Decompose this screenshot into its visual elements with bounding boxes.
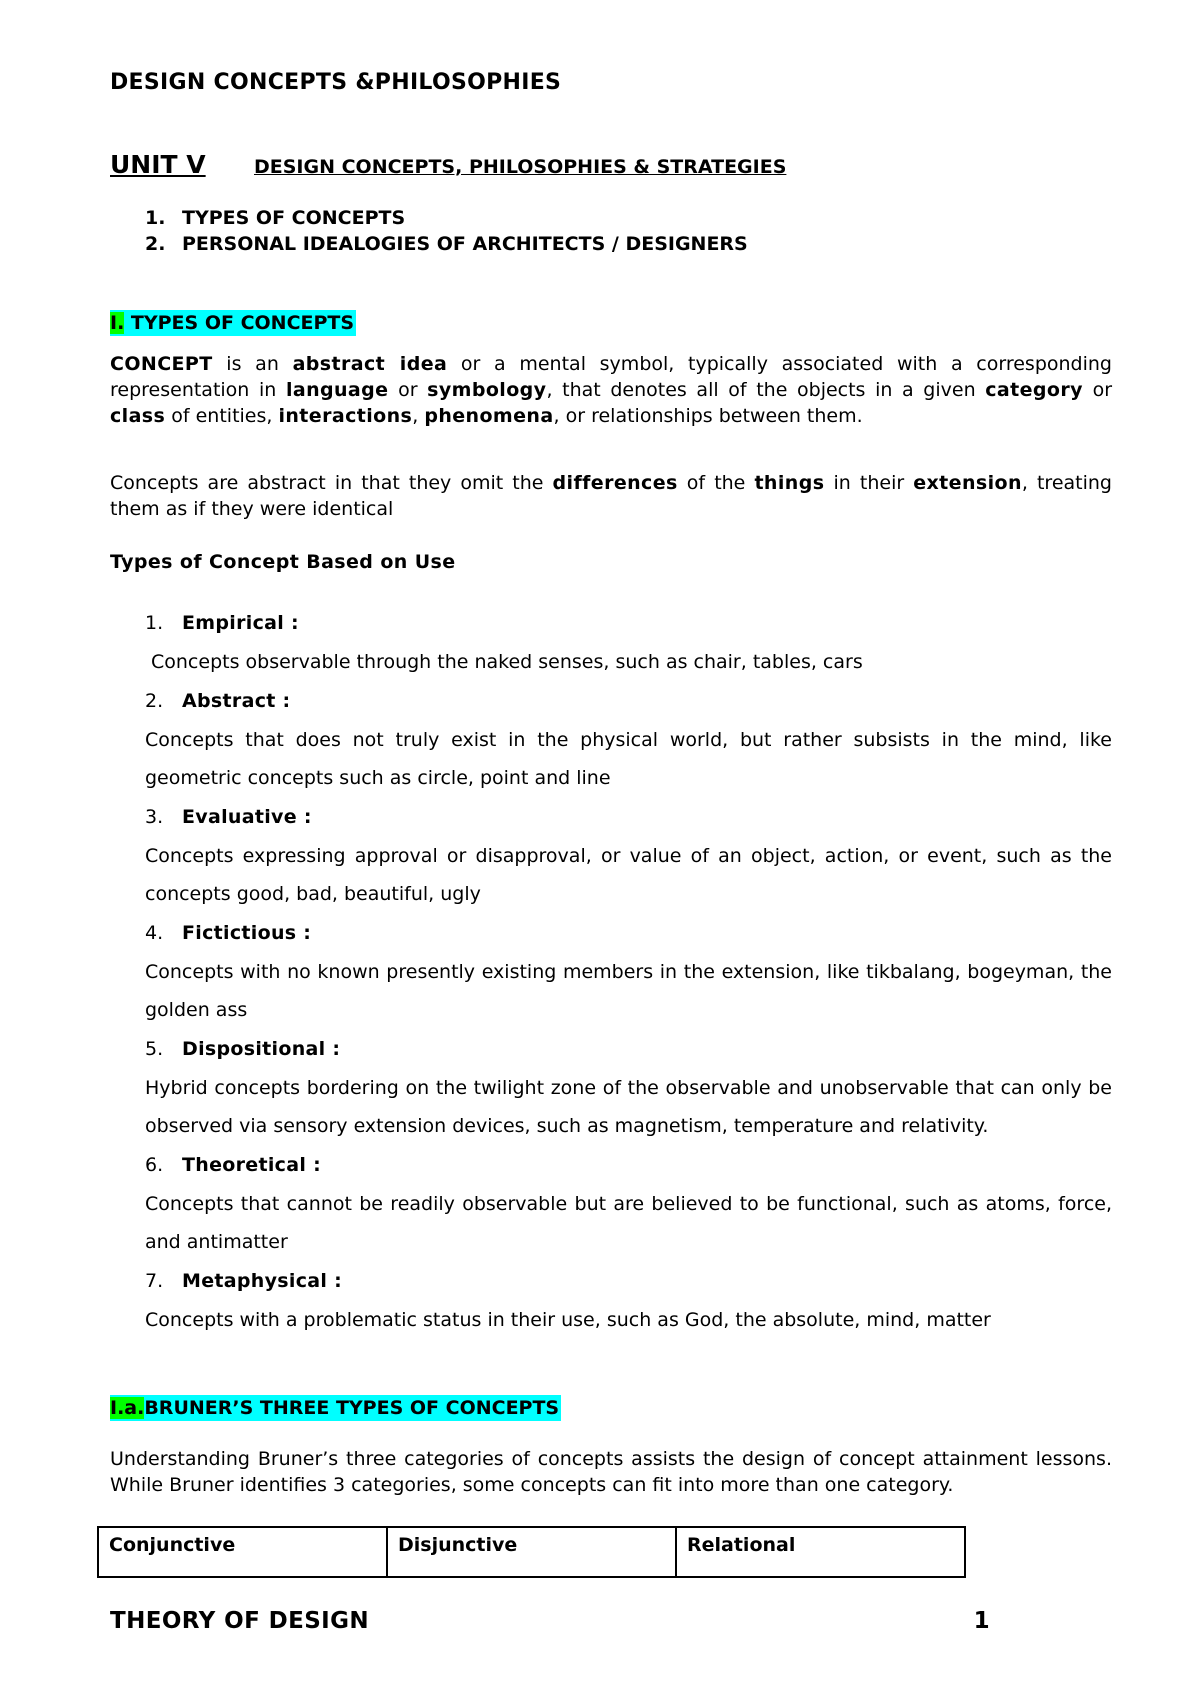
- type-description: Concepts with no known presently existing members in the extension, like tikbalang, bogeyman, the golden ass: [145, 961, 1112, 1021]
- table-header-cell: Disjunctive: [388, 1528, 677, 1576]
- type-name: Abstract :: [182, 690, 291, 712]
- term-language: language: [285, 379, 389, 401]
- list-item: [145, 1029, 1112, 1145]
- type-description: Hybrid concepts bordering on the twilight zone of the observable and unobservable that can only be observed via sensory extension devices, such as magnetism, temperature and relativity.: [145, 1077, 1112, 1137]
- document-header: DESIGN CONCEPTS &PHILOSOPHIES: [110, 70, 562, 95]
- unit-label: UNIT V: [110, 150, 206, 179]
- type-name: Evaluative :: [182, 806, 312, 828]
- term-phenomena: phenomena: [424, 405, 554, 427]
- unit-heading: [110, 150, 786, 179]
- table-header-cell: Relational: [687, 1534, 796, 1556]
- list-number: 1.: [145, 207, 166, 229]
- footer-title: THEORY OF DESIGN: [110, 1608, 370, 1634]
- section-heading-bruner: [110, 1395, 561, 1421]
- type-name: Dispositional :: [182, 1038, 341, 1060]
- list-item: [145, 231, 748, 257]
- list-number: 4.: [145, 922, 164, 944]
- type-description: Concepts that does not truly exist in the physical world, but rather subsists in the mind, like geometric concepts such as circle, point and line: [145, 729, 1112, 789]
- list-item: [145, 205, 748, 231]
- concept-definition-paragraph: CONCEPT is an abstract idea or a mental symbol, typically associated with a corresponding representation in language or symbology, that denotes all of the objects in a given category or class of entities, interactions, phenomena, or relationships between them.: [110, 353, 1113, 427]
- list-item: [145, 913, 1112, 1029]
- list-number: 1.: [145, 612, 164, 634]
- list-text: PERSONAL IDEALOGIES OF ARCHITECTS / DESIGNERS: [182, 233, 748, 255]
- term-differences: differences: [552, 472, 678, 494]
- term-class: class: [110, 405, 166, 427]
- list-item: [145, 797, 1112, 913]
- unit-title: DESIGN CONCEPTS, PHILOSOPHIES & STRATEGIES: [254, 156, 787, 178]
- type-name: Theoretical :: [182, 1154, 321, 1176]
- list-number: 2.: [145, 690, 164, 712]
- unit-topics-list: [145, 205, 748, 257]
- list-number: 6.: [145, 1154, 164, 1176]
- list-number: 2.: [145, 233, 166, 255]
- type-description: Concepts that cannot be readily observable but are believed to be functional, such as atoms, force, and antimatter: [145, 1193, 1112, 1253]
- types-subheading: Types of Concept Based on Use: [110, 551, 456, 573]
- list-item: [145, 1145, 1112, 1261]
- concept-types-list: [145, 603, 1112, 1339]
- list-number: 7.: [145, 1270, 164, 1292]
- concept-abstraction-paragraph: Concepts are abstract in that they omit the differences of the things in their extension, treating them as if they were identical: [110, 472, 1112, 520]
- term-interactions: interactions: [278, 405, 413, 427]
- section-tag: I.: [110, 312, 125, 334]
- term-category: category: [985, 379, 1083, 401]
- term-things: things: [754, 472, 825, 494]
- type-description: Concepts with a problematic status in their use, such as God, the absolute, mind, matter: [145, 1309, 991, 1331]
- bruner-paragraph: Understanding Bruner’s three categories of concepts assists the design of concept attainment lessons. While Bruner identifies 3 categories, some concepts can fit into more than one category.: [110, 1448, 1112, 1496]
- term-concept: CONCEPT: [110, 353, 213, 375]
- list-item: [145, 1261, 1112, 1339]
- list-number: 5.: [145, 1038, 164, 1060]
- section-tag: I.a.: [110, 1397, 145, 1419]
- section-title: BRUNER’S THREE TYPES OF CONCEPTS: [144, 1397, 560, 1419]
- section-title: TYPES OF CONCEPTS: [124, 312, 355, 334]
- type-name: Empirical :: [182, 612, 299, 634]
- list-number: 3.: [145, 806, 164, 828]
- list-item: [145, 681, 1112, 797]
- bruner-categories-table: [97, 1526, 966, 1578]
- type-description: Concepts observable through the naked senses, such as chair, tables, cars: [151, 651, 863, 673]
- type-name: Fictictious :: [182, 922, 312, 944]
- document-footer: [110, 1608, 990, 1634]
- type-description: Concepts expressing approval or disapproval, or value of an object, action, or event, such as the concepts good, bad, beautiful, ugly: [145, 845, 1112, 905]
- section-heading-types-of-concepts: [110, 310, 356, 336]
- term-extension: extension: [913, 472, 1022, 494]
- list-item: [145, 603, 1112, 681]
- term-abstract-idea: abstract idea: [292, 353, 448, 375]
- list-text: TYPES OF CONCEPTS: [182, 207, 406, 229]
- term-symbology: symbology: [427, 379, 547, 401]
- page-number: 1: [973, 1608, 990, 1634]
- type-name: Metaphysical :: [182, 1270, 343, 1292]
- table-header-cell: Conjunctive: [99, 1528, 388, 1576]
